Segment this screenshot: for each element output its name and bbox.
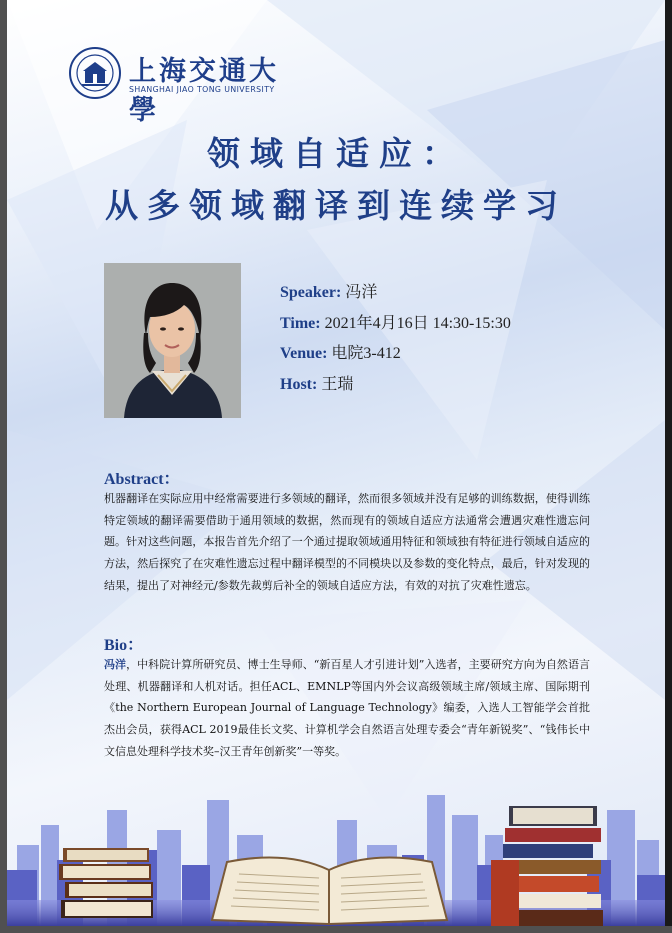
host-line [280, 371, 353, 394]
frame-edge [665, 0, 672, 926]
bio-speaker-name: 冯洋 [104, 658, 127, 671]
open-book [212, 858, 447, 925]
bio-paragraph [104, 654, 590, 763]
venue-line [280, 340, 401, 363]
time-line [280, 310, 511, 333]
speaker-value: 冯洋 [345, 284, 378, 301]
university-name-cn: 上海交通大學 [129, 56, 279, 126]
left-book-stack [59, 848, 153, 918]
venue-value: 电院3-412 [331, 345, 401, 362]
university-seal-icon [69, 47, 121, 99]
talk-title-line2: 从多领域翻译到连续学习 [105, 186, 567, 225]
city-books-illustration [7, 790, 665, 926]
talk-title-line1: 领域自适应： [207, 134, 465, 173]
university-logo [69, 45, 279, 126]
speaker-line [280, 279, 377, 302]
right-book-stack [491, 806, 603, 926]
venue-label: Venue: [280, 345, 328, 362]
abstract-heading: Abstract： [104, 471, 180, 488]
host-value: 王瑞 [321, 376, 354, 393]
bio-text: ，中科院计算所研究员、博士生导师、“新百星人才引进计划”入选者，主要研究方向为自然语言处理、机器翻译和人机对话。担任ACL、EMNLP等国内外会议高级领域主席/领域主席、国际期刊《the Northern European Journal of Language Technology》编委，入选人工智能学会首批杰出会员，获得ACL 2019最佳长文奖、计算机学会自然语言处理专委会“青年新锐奖”、“钱伟长中文信息处理科学技术奖–汉王青年创新奖”一等奖。 [104, 658, 591, 758]
speaker-photo [104, 263, 241, 418]
time-label: Time: [280, 315, 321, 332]
bio-heading: Bio： [104, 637, 144, 654]
abstract-text: 机器翻译在实际应用中经常需要进行多领域的翻译，然而很多领域并没有足够的训练数据，使得训练特定领域的翻译需要借助于通用领域的数据，然而现有的领域自适应方法通常会遭遇灾难性遗忘问题。针对这些问题，本报告首先介绍了一个通过提取领域通用特征和领域独有特征进行领域自适应的方法，然后探究了在灾难性遗忘过程中翻译模型的不同模块以及参数的变化特点，最后，针对发现的结果，提出了对神经元/参数先裁剪后补全的领域自适应方法，有效的对抗了灾难性遗忘。 [104, 492, 590, 592]
speaker-label: Speaker: [280, 284, 342, 301]
university-name-en: SHANGHAI JIAO TONG UNIVERSITY [129, 85, 275, 94]
poster [7, 0, 665, 926]
host-label: Host: [280, 376, 318, 393]
time-value: 2021年4月16日 14:30-15:30 [324, 315, 511, 332]
speaker-portrait [104, 263, 241, 418]
